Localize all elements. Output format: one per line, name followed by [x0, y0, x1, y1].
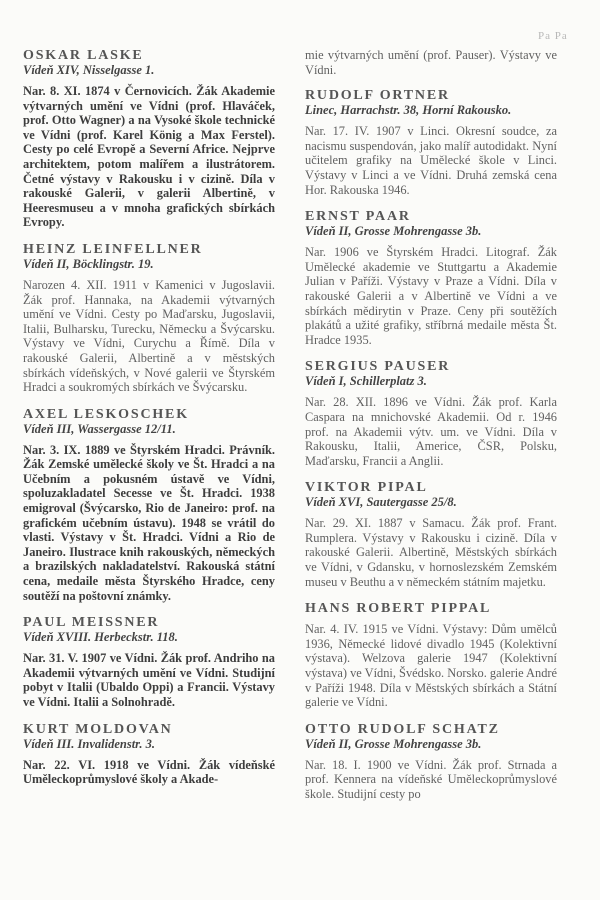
artist-address: Vídeň III. Invalidenstr. 3. [23, 736, 155, 751]
artist-bio: Nar. 17. IV. 1907 v Linci. Okresní soudce, za nacismu suspendován, jako malíř autodidakt. Nyní učitelem grafiky na Umělecké škole v Linci. Výstavy v Linci a ve Vídni. Druhá zemská cena Hor. Rakouska 1946. [305, 124, 557, 197]
artist-name: AXEL LESKOSCHEK [23, 406, 189, 422]
artist-name: HANS ROBERT PIPPAL [305, 601, 492, 617]
artist-name: RUDOLF ORTNER [305, 88, 450, 104]
entry-rudolf-ortner [305, 88, 557, 197]
entry-otto-rudolf-schatz [305, 722, 557, 802]
artist-bio: Narozen 4. XII. 1911 v Kamenici v Jugoslavii. Žák prof. Hannaka, na Akademii výtvarných umění ve Vídni. Cesty po Maďarsku, Jugoslavii, Italii, Bulharsku, Turecku, Německu a Švýcarsku. Výstavy ve Vídni, Curychu a Římě. Díla v rakouské Galerii, Albertině a v městských sbírkách vídeňských, v Nové galerii ve Štyrském Hradci a soukromých sbírkách ve Švýcarsku. [23, 277, 275, 395]
artist-address: Vídeň III, Wassergasse 12/11. [23, 421, 176, 436]
artist-address: Vídeň XVI, Sautergasse 25/8. [305, 495, 457, 510]
artist-address: Vídeň II, Grosse Mohrengasse 3b. [305, 736, 482, 751]
artist-bio: Nar. 8. XI. 1874 v Černovicích. Žák Akademie výtvarných umění ve Vídni (prof. Hlaváček, prof. Otto Wagner) a na Vysoké škole technické ve Vídni (prof. Karel König a Max Ferstel). Cesty po celé Evropě a Severní Africe. Nejprve architektem, potom malířem a ilustrátorem. Četné výstavy v Rakousku i v cizině. Díla v rakouské Galerii, v galerii Albertině, v Heeresmuseu a v mnoha grafických sbírkách Evropy. [23, 84, 275, 230]
artist-name: KURT MOLDOVAN [23, 721, 173, 737]
entry-hans-robert-pippal [305, 601, 557, 710]
artist-address: Linec, Harrachstr. 38, Horní Rakousko. [305, 103, 512, 118]
artist-bio: Nar. 18. I. 1900 ve Vídni. Žák prof. Strnada a prof. Kennera na vídeňské Uměleckoprůmyslové škole. Studijní cesty po [305, 757, 557, 801]
artist-bio: Nar. 28. XII. 1896 ve Vídni. Žák prof. Karla Caspara na mnichovské Akademii. Od r. 1946 prof. na Akademii výtv. um. ve Vídni. Díla v Rakousku, Italii, Americe, ČSR, Polsku, Maďarsku, Francii a Anglii. [305, 395, 557, 468]
left-column [23, 48, 275, 799]
artist-name: ERNST PAAR [305, 209, 411, 225]
right-column [305, 48, 557, 814]
entry-axel-leskoschek [23, 407, 275, 604]
artist-name: SERGIUS PAUSER [305, 359, 451, 375]
artist-address: Vídeň I, Schillerplatz 3. [305, 374, 427, 389]
artist-address: Vídeň II, Böcklingstr. 19. [23, 256, 154, 271]
running-header: Pa Pa [538, 30, 568, 42]
artist-bio: Nar. 4. IV. 1915 ve Vídni. Výstavy: Dům umělců 1936, Německé lidové divadlo 1945 (Kolektivní výstava). Welzova galerie 1947 (Kolektivní výstava) ve Vídni, Švédsko. Norsko. galerie André v Paříži 1948. Díla v Městských sbírkách a Státní galerie ve Vídni. [305, 622, 558, 710]
artist-bio: Nar. 29. XI. 1887 v Samacu. Žák prof. Frant. Rumplera. Výstavy v Rakousku i cizině. Díla v rakouské Galerii. Albertině, Městských sbírkách ve Vídni, v Gdansku, v hornoslezském Zemském museu v Beuthu a v německém státním majetku. [305, 516, 557, 589]
entry-heinz-leinfellner [23, 242, 275, 395]
artist-name: OTTO RUDOLF SCHATZ [305, 721, 500, 737]
continued-bio: mie výtvarných umění (prof. Pauser). Výstavy ve Vídni. [305, 48, 557, 77]
artist-address: Vídeň XVIII. Herbeckstr. 118. [23, 630, 178, 645]
entry-oskar-laske [23, 48, 275, 230]
entry-kurt-moldovan [23, 722, 275, 787]
entry-sergius-pauser [305, 359, 557, 468]
artist-name: HEINZ LEINFELLNER [23, 241, 203, 257]
artist-name: OSKAR LASKE [23, 48, 144, 63]
artist-address: Vídeň XIV, Nisselgasse 1. [23, 63, 155, 77]
entry-viktor-pipal [305, 480, 557, 589]
artist-name: VIKTOR PIPAL [305, 480, 428, 496]
entry-ernst-paar [305, 209, 557, 347]
artist-bio: Nar. 1906 ve Štyrském Hradci. Litograf. Žák Umělecké akademie ve Stuttgartu a Akademie Julian v Paříži. Výstavy v Praze a Vídni. Díla v rakouské Galerii a v Albertině ve Vídni a ve sbírkách mědirytin v Praze. Ceny při soutěžích plakátů a užité grafiky, stříbrná medaile města Št. Hradce 1935. [305, 245, 557, 347]
artist-bio: Nar. 31. V. 1907 ve Vídni. Žák prof. Andriho na Akademii výtvarných umění ve Vídni. Studijní pobyt v Italii (Ubaldo Oppi) a Francii. Výstavy ve Vídni. Italii a Solnohradě. [23, 651, 275, 709]
artist-name: PAUL MEISSNER [23, 615, 160, 631]
entry-paul-meissner [23, 615, 275, 709]
artist-bio: Nar. 22. VI. 1918 ve Vídni. Žák vídeňské Uměleckoprůmyslové školy a Akade- [23, 757, 275, 787]
artist-address: Vídeň II, Grosse Mohrengasse 3b. [305, 224, 482, 239]
artist-bio: Nar. 3. IX. 1889 ve Štyrském Hradci. Právník. Žák Zemské umělecké školy ve Št. Hradci a na Učebním a pokusném ústavě ve Vídni, spoluzakladatel Secesse ve Št. Hradci. 1938 emigroval (Švýcarsko, Rio de Janeiro: prof. na grafickém učebním ústavu). 1948 se vrátil do vlasti. Výstavy v Št. Hradci. Vídni a Rio de Janeiro. Ilustrace knih rakouských, německých a brazilských nakladatelství. Rakouská státní cena, medaile města Štyrského Hradce, ceny soutěží na poštovní známky. [23, 442, 275, 603]
